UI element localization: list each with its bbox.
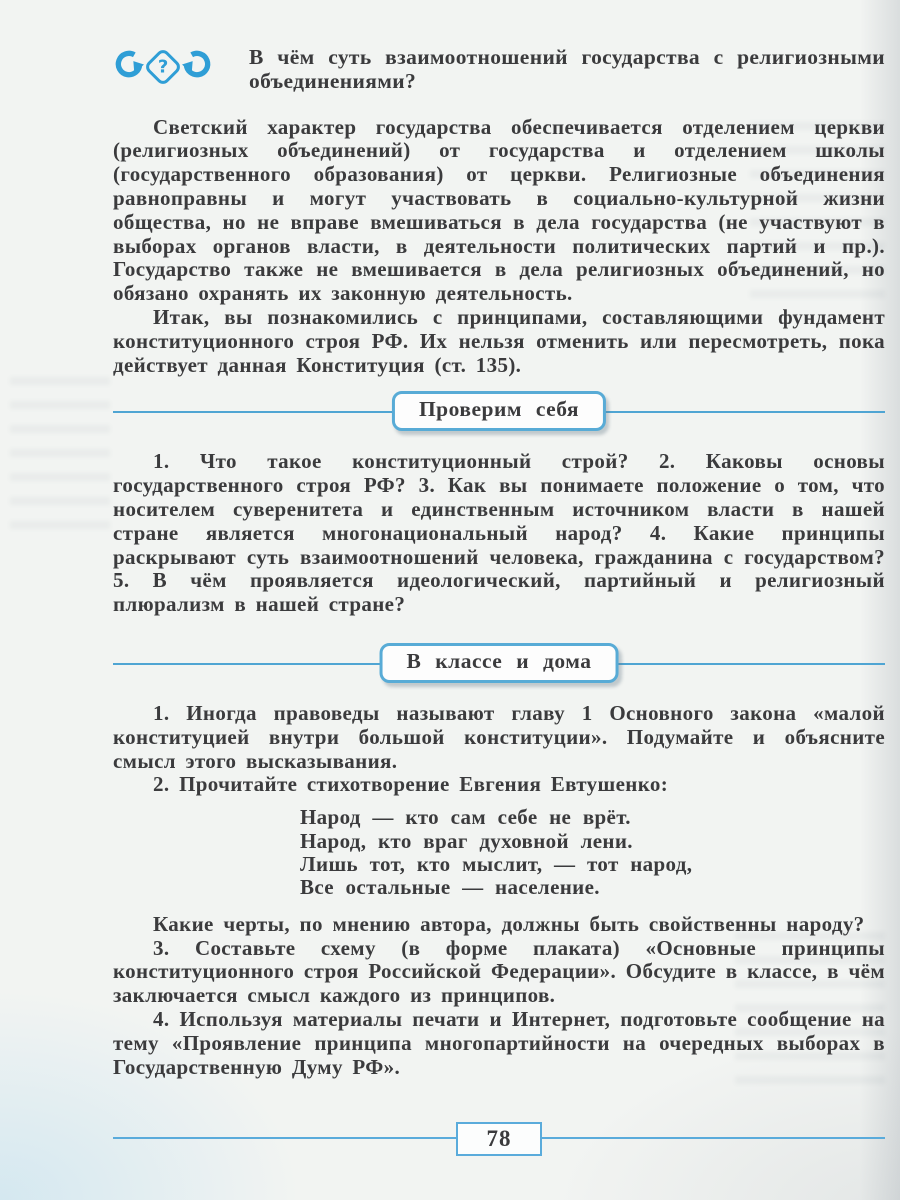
page-footer: [113, 1122, 885, 1156]
question-mark-glyph: ?: [157, 55, 169, 77]
body-paragraph-2: Итак, вы познакомились с принципами, составляющими фундамент конституционного строя РФ. Их нельзя отменить или пересмотреть, пока действует данная Конституция (ст. 135).: [113, 304, 885, 377]
body-paragraph-1: Светский характер государства обеспечивается отделением церкви (религиозных объединений) от государства и отделением школы (государственного образования) от церкви. Религиозные объединения равноправны и могут участвовать в социально-культурной жизни общества, но не вправе вмешиваться в дела государства (не участвуют в выборах органов власти, в деятельности политических партий и пр.). Государство также не вмешивается в дела религиозных объединений, но обязано охранять их законную деятельность.: [113, 114, 885, 306]
task-number: 4.: [153, 1006, 170, 1031]
task-item-2: [113, 773, 885, 797]
paragraph-marker-icons: [113, 46, 213, 81]
poem-line: Народ — кто сам себе не врёт.: [300, 805, 631, 830]
task-item-3: [113, 937, 885, 1008]
page-content: [113, 46, 885, 1079]
page-number-box: [456, 1122, 542, 1156]
circular-arrow-left-icon: [113, 49, 144, 81]
task-number: 1.: [153, 700, 170, 725]
page-number: 78: [486, 1126, 512, 1151]
poem-line: Все остальные — население.: [300, 875, 600, 900]
check-yourself-title: Проверим себя: [392, 391, 606, 431]
poem-question: Какие черты, по мнению автора, должны быть свойственны народу?: [153, 911, 865, 936]
check-yourself-questions: 1. Что такое конституционный строй? 2. Каковы основы государственного строя РФ? 3. Как вы понимаете положение о том, что носителем суверенитета и единственным источником власти в нашей стране является многонациональный народ? 4. Какие принципы раскрывают суть взаимоотношений человека, гражданина с государством? 5. В чём проявляется идеологический, партийный и религиозный плюрализм в нашей стране?: [113, 449, 885, 617]
poem: [300, 806, 885, 900]
task-item-1: [113, 702, 885, 773]
class-and-home-divider: [113, 643, 885, 685]
task-number: 2.: [153, 772, 170, 797]
poem-line: Народ, кто враг духовной лени.: [300, 828, 633, 853]
task-text: Иногда правоведы называют главу 1 Основного закона «малой конституцией внутри большой конституции». Подумайте и объясните смысл этого высказывания.: [113, 700, 885, 773]
class-and-home-title: В классе и дома: [380, 643, 619, 683]
bleed-through-texture: [10, 370, 110, 540]
poem-line: Лишь тот, кто мыслит, — тот народ,: [300, 851, 693, 876]
task-text: Используя материалы печати и Интернет, подготовьте сообщение на тему «Проявление принципа многопартийности на очередных выборах в Государственную Думу РФ».: [113, 1006, 885, 1079]
lead-question-block: [113, 46, 885, 94]
circular-arrow-right-icon: [182, 49, 213, 81]
task-text: Прочитайте стихотворение Евгения Евтушенко:: [179, 772, 669, 797]
check-yourself-divider: [113, 391, 885, 433]
task-item-4: [113, 1008, 885, 1079]
task-number: 3.: [153, 935, 170, 960]
lead-question: В чём суть взаимоотношений государства с религиозными объединениями?: [249, 45, 885, 93]
class-and-home-tasks: [113, 702, 885, 1079]
question-mark-diamond-icon: [143, 47, 183, 87]
task-text: Составьте схему (в форме плаката) «Основные принципы конституционного строя Российской Федерации». Обсудите в классе, в чём заключается смысл каждого из принципов.: [113, 935, 885, 1008]
